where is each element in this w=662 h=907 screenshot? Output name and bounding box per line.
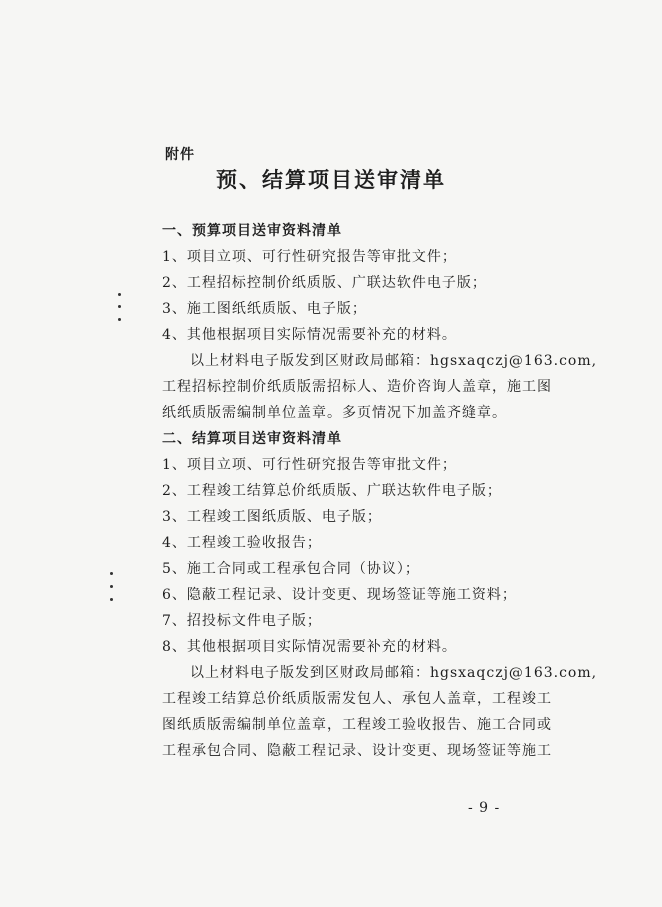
settlement-item: 1、项目立项、可行性研究报告等审批文件； [162,457,457,473]
settlement-item: 8、其他根据项目实际情况需要补充的材料。 [162,639,457,655]
budget-item: 1、项目立项、可行性研究报告等审批文件； [162,249,457,265]
settlement-note-line: 工程承包合同、隐蔽工程记录、设计变更、现场签证等施工 [162,743,552,759]
settlement-note-line: 以上材料电子版发到区财政局邮箱：hgsxaqczj@163.com, [190,665,598,681]
page-number: - 9 - [468,800,501,816]
budget-item: 3、施工图纸纸质版、电子版； [162,301,367,317]
budget-note-line: 工程招标控制价纸质版需招标人、造价咨询人盖章，施工图 [162,379,552,395]
settlement-item: 2、工程竣工结算总价纸质版、广联达软件电子版； [162,483,502,499]
settlement-item: 4、工程竣工验收报告； [162,535,322,551]
settlement-heading: 二、结算项目送审资料清单 [162,431,342,447]
settlement-note-line: 工程竣工结算总价纸质版需发包人、承包人盖章，工程竣工 [162,691,552,707]
settlement-note-line: 图纸质版需编制单位盖章，工程竣工验收报告、施工合同或 [162,717,552,733]
settlement-item: 6、隐蔽工程记录、设计变更、现场签证等施工资料； [162,587,517,603]
budget-heading: 一、预算项目送审资料清单 [162,223,342,239]
document-title: 预、结算项目送审清单 [216,168,446,192]
budget-note-line: 以上材料电子版发到区财政局邮箱：hgsxaqczj@163.com, [190,353,598,369]
binding-mark [110,585,113,588]
binding-mark [110,598,113,601]
binding-mark [118,293,121,296]
settlement-item: 7、招投标文件电子版； [162,613,322,629]
settlement-item: 5、施工合同或工程承包合同（协议）； [162,561,420,577]
binding-mark [118,318,121,321]
budget-item: 4、其他根据项目实际情况需要补充的材料。 [162,327,457,343]
budget-note-line: 纸纸质版需编制单位盖章。多页情况下加盖齐缝章。 [162,405,507,421]
attachment-label: 附件 [165,147,195,163]
settlement-item: 3、工程竣工图纸质版、电子版； [162,509,382,525]
budget-item: 2、工程招标控制价纸质版、广联达软件电子版； [162,275,487,291]
binding-mark [110,572,113,575]
binding-mark [118,305,121,308]
